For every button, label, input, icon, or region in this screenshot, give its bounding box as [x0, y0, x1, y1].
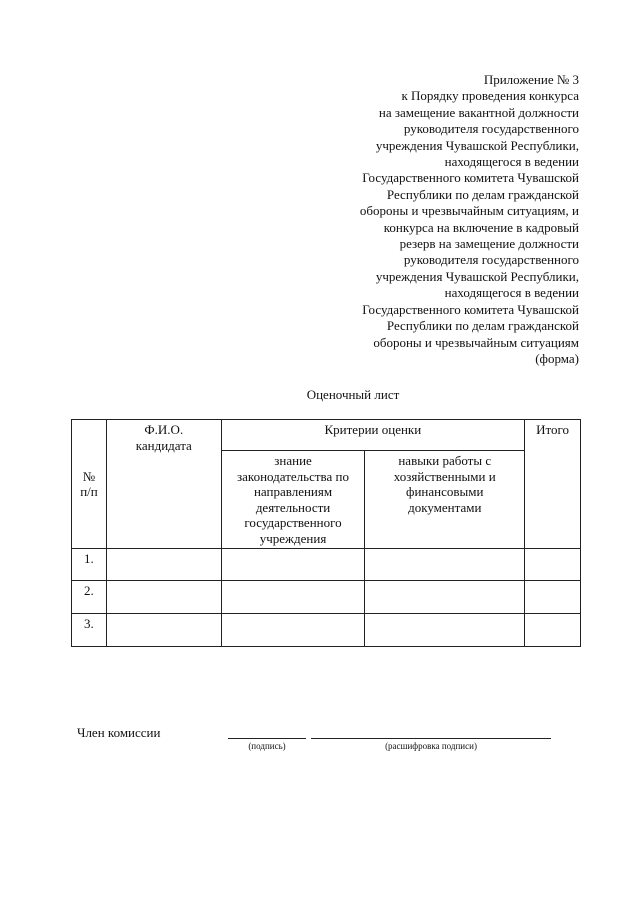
table-row	[72, 549, 581, 581]
cell-total	[525, 581, 581, 614]
cell-criterion-1	[221, 614, 365, 647]
appendix-line: обороны и чрезвычайным ситуациям	[373, 334, 579, 350]
header-criterion-legislation	[221, 451, 365, 549]
cell-name	[106, 581, 221, 614]
cell-total	[525, 614, 581, 647]
cell-criterion-1	[221, 581, 365, 614]
signature-label: Член комиссии	[77, 725, 161, 740]
header-total: Итого	[525, 420, 581, 549]
header-number	[72, 420, 107, 549]
evaluation-table	[71, 419, 581, 647]
cell-total	[525, 549, 581, 581]
table-row	[72, 581, 581, 614]
criterion-line: знание	[274, 453, 312, 468]
appendix-line: Республики по делам гражданской	[386, 186, 579, 202]
appendix-line: находящегося в ведении	[444, 154, 579, 170]
criterion-line: документами	[408, 499, 482, 515]
signature-decode-caption: (расшифровка подписи)	[385, 741, 477, 751]
signature-line	[228, 738, 306, 739]
appendix-line: на замещение вакантной должности	[378, 104, 579, 120]
appendix-line: конкурса на включение в кадровый	[383, 219, 579, 235]
header-name-line: кандидата	[135, 437, 192, 453]
criterion-line: навыки работы с	[398, 453, 492, 468]
criterion-line: законодательства по	[237, 468, 349, 484]
criterion-line: направлениям	[253, 484, 333, 499]
row-number: 2.	[72, 581, 107, 614]
appendix-line: обороны и чрезвычайным ситуациям, и	[359, 203, 579, 219]
appendix-line: Республики по делам гражданской	[386, 318, 579, 334]
appendix-line: Приложение № 3	[483, 72, 579, 87]
signature-caption: (подпись)	[248, 741, 286, 751]
header-name-line: Ф.И.О.	[144, 422, 184, 437]
appendix-line: находящегося в ведении	[444, 285, 579, 301]
cell-criterion-2	[365, 614, 525, 647]
criterion-line: деятельности	[255, 499, 331, 515]
table-row	[72, 614, 581, 647]
header-criterion-skills	[365, 451, 525, 549]
appendix-line: учреждения Чувашской Республики,	[375, 137, 579, 153]
criterion-line: государственного	[244, 515, 342, 530]
appendix-line: руководителя государственного	[403, 121, 579, 137]
header-candidate-name	[106, 420, 221, 549]
cell-criterion-1	[221, 549, 365, 581]
header-criteria: Критерии оценки	[221, 420, 524, 451]
signature-decode-line	[311, 738, 551, 739]
header-number-line: п/п	[80, 484, 98, 499]
appendix-line: руководителя государственного	[403, 252, 579, 268]
appendix-line: резерв на замещение должности	[399, 236, 579, 252]
cell-name	[106, 549, 221, 581]
appendix-line: (форма)	[535, 350, 579, 366]
header-number-line: №	[82, 468, 96, 484]
criterion-line: хозяйственными и	[393, 468, 496, 484]
cell-criterion-2	[365, 581, 525, 614]
criterion-line: финансовыми	[406, 484, 484, 499]
appendix-line: Государственного комитета Чувашской	[362, 301, 579, 317]
cell-name	[106, 614, 221, 647]
appendix-line: Государственного комитета Чувашской	[362, 170, 579, 186]
row-number: 1.	[72, 549, 107, 581]
appendix-header	[300, 72, 579, 367]
cell-criterion-2	[365, 549, 525, 581]
appendix-line: к Порядку проведения конкурса	[401, 88, 579, 104]
criterion-line: учреждения	[259, 530, 327, 546]
sheet-title: Оценочный лист	[306, 387, 400, 402]
appendix-line: учреждения Чувашской Республики,	[375, 268, 579, 284]
row-number: 3.	[72, 614, 107, 647]
